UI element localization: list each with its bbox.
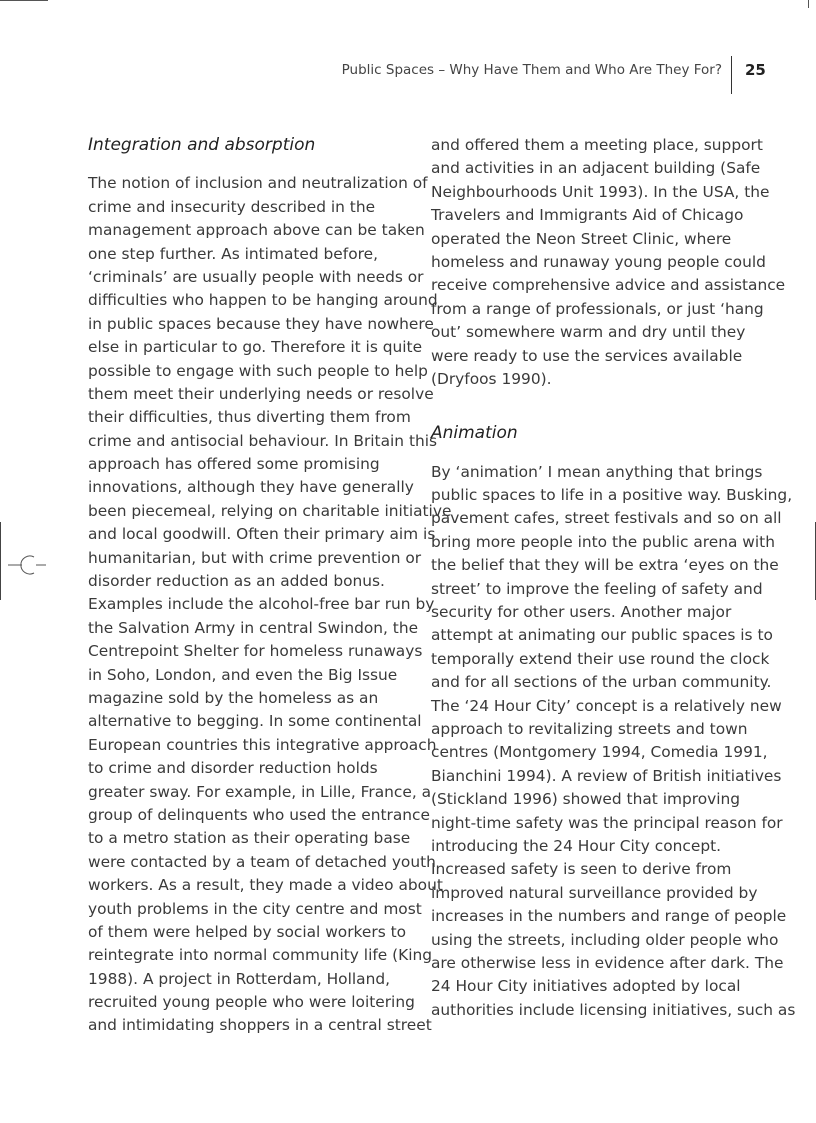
text-line: their difficulties, thus diverting them from [88, 408, 411, 427]
paragraph-animation [431, 461, 796, 1022]
text-line: The notion of inclusion and neutralization of [88, 174, 428, 193]
text-line: innovations, although they have generally [88, 478, 414, 497]
text-line: to crime and disorder reduction holds [88, 759, 378, 778]
text-line: attempt at animating our public spaces is to [431, 626, 773, 645]
text-line: one step further. As intimated before, [88, 244, 378, 263]
text-line: approach to revitalizing streets and town [431, 719, 748, 738]
text-line: introducing the 24 Hour City concept. [431, 836, 722, 855]
text-line: bring more people into the public arena with [431, 532, 775, 551]
text-line: out’ somewhere warm and dry until they [431, 323, 746, 342]
text-line: and offered them a meeting place, support [431, 136, 763, 154]
crop-mark-top-left [0, 0, 48, 1]
text-line: temporally extend their use round the clock [431, 649, 770, 668]
text-line: Centrepoint Shelter for homeless runaways [88, 642, 423, 661]
text-line: Travelers and Immigrants Aid of Chicago [431, 206, 744, 225]
text-line: crime and insecurity described in the [88, 197, 376, 216]
paragraph-integration [88, 172, 452, 1037]
text-line: difficulties who happen to be hanging around [88, 291, 438, 310]
crop-mark-top-right [808, 0, 809, 8]
text-line: reintegrate into normal community life (King [88, 946, 433, 965]
text-line: operated the Neon Street Clinic, where [431, 229, 732, 248]
text-line: from a range of professionals, or just ‘hang [431, 299, 764, 318]
text-line: (Stickland 1996) showed that improving [431, 790, 741, 809]
text-line: the belief that they will be extra ‘eyes on the [431, 556, 779, 575]
text-line: recruited young people who were loitering [88, 993, 415, 1012]
text-line: ‘criminals’ are usually people with needs or [88, 267, 424, 286]
text-line: and intimidating shoppers in a central street [88, 1016, 432, 1035]
text-line: street’ to improve the feeling of safety and [431, 579, 763, 598]
text-line: greater sway. For example, in Lille, France, a [88, 782, 432, 801]
text-line: in Soho, London, and even the Big Issue [88, 665, 398, 684]
text-line: Bianchini 1994). A review of British initiatives [431, 766, 782, 785]
registration-mark-icon [8, 550, 48, 580]
running-title: Public Spaces – Why Have Them and Who Are They For? [341, 62, 722, 78]
text-line: been piecemeal, relying on charitable initiative [88, 501, 452, 520]
text-line: 1988). A project in Rotterdam, Holland, [88, 969, 390, 988]
header-rule [731, 56, 732, 94]
text-line: humanitarian, but with crime prevention or [88, 548, 422, 567]
text-line: alternative to begging. In some continental [88, 712, 422, 731]
text-line: and local goodwill. Often their primary aim is [88, 525, 436, 544]
text-line: were ready to use the services available [431, 346, 743, 365]
text-line: public spaces to life in a positive way. Busking, [431, 486, 793, 505]
text-line: Increased safety is seen to derive from [431, 860, 732, 879]
text-line: centres (Montgomery 1994, Comedia 1991, [431, 743, 768, 762]
text-line: disorder reduction as an added bonus. [88, 572, 385, 591]
page-number: 25 [745, 61, 766, 79]
text-line: of them were helped by social workers to [88, 922, 407, 941]
text-line: were contacted by a team of detached youth [88, 852, 436, 871]
text-line: the Salvation Army in central Swindon, the [88, 618, 419, 637]
bleed-line-left [0, 522, 1, 600]
text-line: magazine sold by the homeless as an [88, 688, 379, 707]
text-line: pavement cafes, street festivals and so on all [431, 509, 782, 528]
section-heading-animation: Animation [431, 423, 518, 444]
section-heading-integration: Integration and absorption [88, 135, 316, 155]
text-line: using the streets, including older people who [431, 930, 779, 949]
text-line: youth problems in the city centre and most [88, 899, 422, 918]
left-column [88, 134, 452, 1038]
text-line: in public spaces because they have nowhere [88, 314, 434, 333]
text-line: workers. As a result, they made a video about [88, 876, 443, 895]
right-column [431, 134, 796, 1022]
text-line: security for other users. Another major [431, 603, 732, 622]
text-line: group of delinquents who used the entrance [88, 805, 430, 824]
text-line: are otherwise less in evidence after dark. The [431, 953, 784, 972]
text-line: authorities include licensing initiatives, such as [431, 1000, 796, 1019]
text-line: (Dryfoos 1990). [431, 369, 552, 388]
text-line: approach has offered some promising [88, 455, 380, 474]
text-line: homeless and runaway young people could [431, 252, 766, 271]
text-line: management approach above can be taken [88, 221, 425, 240]
text-line: Neighbourhoods Unit 1993). In the USA, the [431, 182, 770, 201]
text-line: improved natural surveillance provided by [431, 883, 758, 902]
text-line: them meet their underlying needs or resolve [88, 384, 434, 403]
text-line: 24 Hour City initiatives adopted by local [431, 977, 741, 996]
text-line: possible to engage with such people to help [88, 361, 428, 380]
text-line: Examples include the alcohol-free bar run by [88, 595, 435, 614]
text-line: increases in the numbers and range of people [431, 907, 787, 926]
text-line: crime and antisocial behaviour. In Britain this [88, 431, 438, 450]
text-line: else in particular to go. Therefore it is quite [88, 338, 423, 357]
text-line: to a metro station as their operating base [88, 829, 411, 848]
text-line: receive comprehensive advice and assistance [431, 276, 786, 295]
text-line: night-time safety was the principal reason for [431, 813, 783, 832]
text-line: European countries this integrative approach [88, 735, 437, 754]
paragraph-continuation [431, 134, 786, 391]
text-line: The ‘24 Hour City’ concept is a relatively new [431, 696, 782, 715]
text-line: and activities in an adjacent building (Safe [431, 159, 761, 178]
text-line: and for all sections of the urban community. [431, 673, 772, 692]
text-line: By ‘animation’ I mean anything that brings [431, 462, 763, 481]
